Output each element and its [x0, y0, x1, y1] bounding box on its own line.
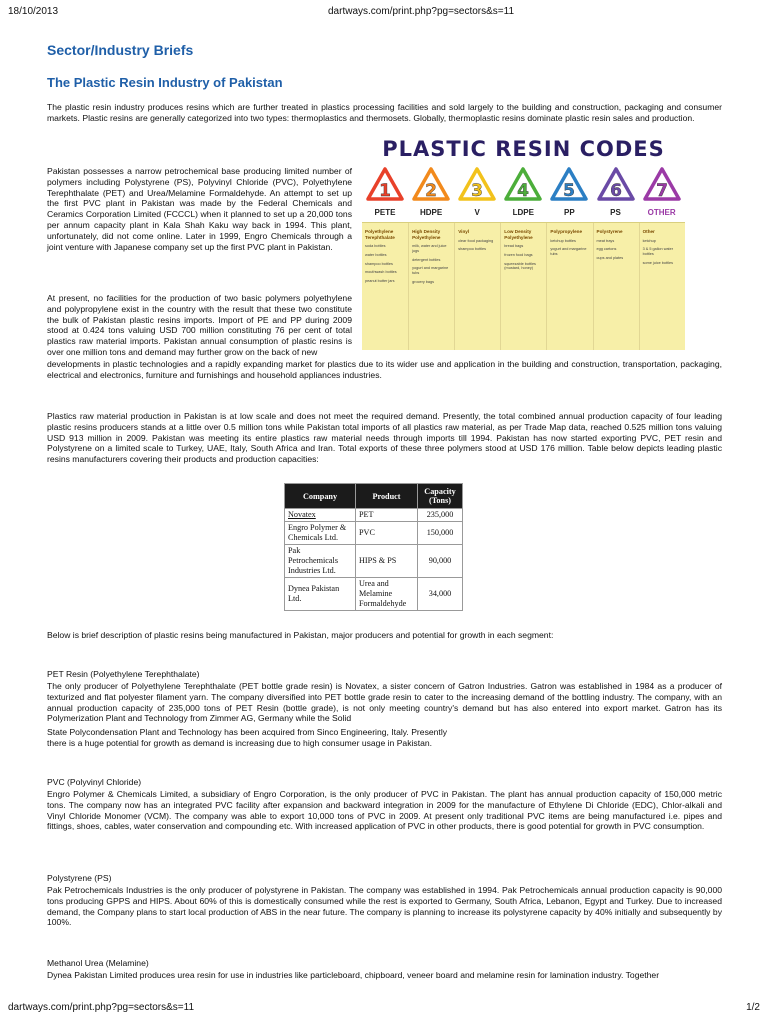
pvc-heading: PVC (Polyvinyl Chloride)	[47, 777, 142, 787]
resin-abbr: OTHER	[647, 208, 676, 217]
svg-text:7: 7	[655, 181, 668, 201]
resin-item: milk, water and juice jugs	[412, 244, 447, 253]
table-row	[285, 578, 463, 611]
resin-item: cups and plates	[596, 256, 624, 261]
paragraph-production: Plastics raw material production in Pakistan is at low scale and does not meet the required demand. Presently, the total combined annual production capacity of four leading plastic resins producers stands at a little over 0.5 million tons while Pakistan total imports of all plastics raw material, as per Trade Map data, reached 0.525 million tons valuing USD 913 million in 2009. Pakistan was meeting its entire plastics raw material needs through imports till 1994. Pakistan has now started exporting PVC, PET resin and Polystyrene on a limited scale to Turkey, UAE, Italy, South Africa and Iran. Total exports of these three polymers stood at USD 176 million. Table below depicts leading plastic resins manufacturers covering their products and production capacities:	[47, 411, 722, 465]
recycle-triangle-icon	[596, 166, 636, 206]
resin-item: mouthwash bottles	[365, 270, 397, 275]
resin-item: detergent bottles	[412, 257, 441, 262]
article-title: The Plastic Resin Industry of Pakistan	[47, 75, 283, 90]
resin-name: Polypropylene	[550, 229, 583, 234]
resin-column	[639, 223, 685, 350]
cell-company: Engro Polymer & Chemicals Ltd.	[285, 522, 356, 545]
recycle-triangle-icon	[642, 166, 682, 206]
resin-codes-grid	[362, 222, 685, 350]
resin-item: ketchup bottles	[550, 238, 576, 243]
resin-name: Vinyl	[458, 229, 470, 234]
svg-text:3: 3	[471, 181, 484, 201]
resin-name: Polyethylene Terephthalate	[365, 229, 395, 240]
svg-text:5: 5	[563, 181, 576, 201]
resin-item: yogurt and margarine tubs	[412, 266, 449, 276]
resin-item: 3 & 5 gallon water bottles	[642, 247, 673, 257]
svg-text:2: 2	[425, 181, 438, 201]
resin-item: water bottles	[365, 252, 387, 257]
melamine-paragraph: Dynea Pakistan Limited produces urea resin for use in industries like particleboard, chipboard, veneer board and melamine resin for lamination industry. Together	[47, 970, 660, 980]
recycle-triangle-icon	[457, 166, 497, 206]
cell-company: Dynea Pakistan Ltd.	[285, 578, 356, 611]
cell-capacity: 235,000	[418, 509, 463, 522]
resin-column	[593, 223, 639, 350]
resin-abbr: HDPE	[419, 208, 443, 217]
svg-text:1: 1	[379, 181, 391, 201]
pvc-paragraph: Engro Polymer & Chemicals Limited, a subsidiary of Engro Corporation, is the only producer of PVC in Pakistan. The plant has annual production capacity of 150,000 metric tons. The company now has an integrated PVC facility after expansion and backward integration in 2009 for the manufacture of Ethylene Di Chloride (EDC), Chlor-alkali and Vinyl Chloride Monomer (VCM). The company was able to export 10,000 tons of PVC in 2009. At present only traditional PVC items are being manufactured i.e. pipes and fittings, shoes, cables, water conservation and compounding etc. With increased application of PVC in other products, there is good potential for growth in PVC consumption.	[47, 789, 722, 832]
resin-item: shampoo bottles	[365, 261, 393, 266]
col-company: Company	[285, 484, 356, 509]
pet-heading: PET Resin (Polyethylene Terephthalate)	[47, 669, 200, 679]
resin-column	[362, 223, 407, 350]
table-row	[285, 509, 463, 522]
resin-item: grocery bags	[412, 279, 435, 284]
svg-text:6: 6	[609, 181, 622, 201]
col-capacity: Capacity (Tons)	[418, 484, 463, 509]
resin-name: Polystyrene	[596, 229, 623, 234]
resin-item: yogurt and margarine tubs	[550, 247, 587, 257]
resin-item: meat trays	[596, 238, 615, 243]
resin-abbr: PETE	[374, 208, 396, 217]
print-header	[8, 6, 760, 20]
print-url: dartways.com/print.php?pg=sectors&s=11	[328, 6, 515, 17]
pet-paragraph-line3: there is a huge potential for growth as demand is increasing due to high consumer usage in Pakistan.	[47, 738, 433, 748]
recycle-triangle-icon	[503, 166, 543, 206]
resin-item: some juice bottles	[642, 260, 673, 265]
cell-company: Novatex	[285, 509, 356, 522]
producers-table	[284, 483, 463, 611]
resin-item: egg cartons	[596, 247, 617, 252]
resin-name: Other	[642, 229, 655, 234]
cell-product: PVC	[356, 522, 418, 545]
resin-name: High Density Polyethylene	[412, 229, 441, 240]
resin-item: frozen food bags	[504, 252, 533, 257]
resin-item: ketchup	[642, 238, 656, 243]
resin-column	[408, 223, 454, 350]
svg-text:4: 4	[517, 181, 530, 201]
cell-product: PET	[356, 509, 418, 522]
paragraph-imports-cont: developments in plastic technologies and a rapidly expanding market for plastics due to its wider use and application in the building and construction, transportation, packaging, electrical and electronics, furniture and furnishings and household appliances industries.	[47, 359, 722, 380]
resin-item: bread bags	[504, 244, 524, 248]
pet-paragraph-line2: State Polycondensation Plant and Technology has been acquired from Sinco Engineering, Italy. Presently	[47, 727, 448, 737]
resin-item: clear food packaging	[458, 238, 494, 243]
resin-abbr: PP	[564, 208, 575, 217]
resin-column	[546, 223, 592, 350]
section-title: Sector/Industry Briefs	[47, 42, 194, 58]
cell-capacity: 150,000	[418, 522, 463, 545]
resin-codes-title: PLASTIC RESIN CODES	[382, 137, 665, 161]
resin-item: peanut butter jars	[365, 279, 395, 284]
resin-abbr: PS	[610, 208, 621, 217]
col-product: Product	[356, 484, 418, 509]
cell-company: Pak Petrochemicals Industries Ltd.	[285, 545, 356, 578]
recycle-triangle-icon	[411, 166, 451, 206]
resin-column	[500, 223, 546, 350]
cell-capacity: 34,000	[418, 578, 463, 611]
resin-item: shampoo bottles	[458, 247, 487, 252]
table-row	[285, 522, 463, 545]
page-number: 1/2	[746, 1002, 760, 1013]
pet-paragraph: The only producer of Polyethylene Terephthalate (PET bottle grade resin) is Novatex, a sister concern of Gatron Industries. Gatron was established in 1984 as a producer of texturized and flat polyester filament yarn. The company diversified into PET bottle grade resin to cater to the increasing demand of the bottling industry. The company, with an annual production capacity of 235,000 tons of PET Resin (bottle grade), is not only meeting country's demand but has also entered into export market. Gatron has its Polymerization Plant and Technology from Zimmer AG, Germany while the Solid	[47, 681, 722, 724]
paragraph-history: Pakistan possesses a narrow petrochemical base producing limited number of polymers including Polystyrene (PS), Polyvinyl Chloride (PVC), Polyethylene Terephthalate (PET) and Urea/Melamine Formaldehyde. An attempt to set up the first PVC plant in Pakistan was made by the Federal Chemicals and Ceramics Corporation Limited (FCCCL) when it planned to set up a 20,000 tons per annum capacity plant in Kala Shah Kaku way back in 1994. This plant, unfortunately, did not come online. Later in 1999, Engro Chemicals through a joint venture with Japanese company set up the first PVC plant in Pakistan.	[47, 166, 352, 252]
print-footer	[8, 1002, 760, 1016]
resin-abbr: LDPE	[512, 208, 534, 217]
recycle-triangle-icon	[365, 166, 405, 206]
cell-product: Urea and Melamine Formaldehyde	[356, 578, 418, 611]
footer-url: dartways.com/print.php?pg=sectors&s=11	[8, 1002, 195, 1013]
recycle-triangle-icon	[549, 166, 589, 206]
resin-name: Low Density Polyethylene	[504, 229, 533, 240]
intro-paragraph: The plastic resin industry produces resins which are further treated in plastics processing facilities and sold largely to the building and construction, packaging and consumer markets. Plastic resins are generally categorized into two types: thermoplastics and thermosets. Globally, thermoplastic resins dominate plastic resin sales and production.	[47, 102, 722, 123]
paragraph-imports: At present, no facilities for the production of two basic polymers polyethylene and polypropylene exist in the country with the result that these two constitute the bulk of Pakistan plastic resins imports. Import of PE and PP during 2009 stood at 0.424 tons valuing USD 700 million constituting 76 per cent of total plastics raw material imports. Pakistan annual consumption of plastic resins is over one million tons and demand may further grow on the back of new	[47, 293, 352, 357]
resin-item: soda bottles	[365, 244, 386, 248]
table-row	[285, 545, 463, 578]
resin-column	[454, 223, 500, 350]
paragraph-segments-intro: Below is brief description of plastic resins being manufactured in Pakistan, major producers and potential for growth in each segment:	[47, 630, 554, 640]
print-date: 18/10/2013	[8, 6, 59, 17]
plastic-resin-codes-chart	[362, 137, 685, 349]
melamine-heading: Methanol Urea (Melamine)	[47, 958, 149, 968]
resin-item: squeezable bottles (mustard, honey)	[504, 261, 536, 271]
cell-product: HIPS & PS	[356, 545, 418, 578]
cell-capacity: 90,000	[418, 545, 463, 578]
ps-paragraph: Pak Petrochemicals Industries is the only producer of polystyrene in Pakistan. The company was established in 1994. Pak Petrochemicals annual production capacity is 90,000 tons producing GPPS and HIPS. About 60% of this is domestically consumed while the rest is exported to Germany, South Africa, Lebanon, Egypt and Turkey. Due to increased demand, the Company plans to start local production of ABS in the near future. The company is planning to increase its polystyrene capacity by 40% initially and subsequently by 100%.	[47, 885, 722, 928]
resin-abbr: V	[474, 208, 480, 217]
ps-heading: Polystyrene (PS)	[47, 873, 112, 883]
